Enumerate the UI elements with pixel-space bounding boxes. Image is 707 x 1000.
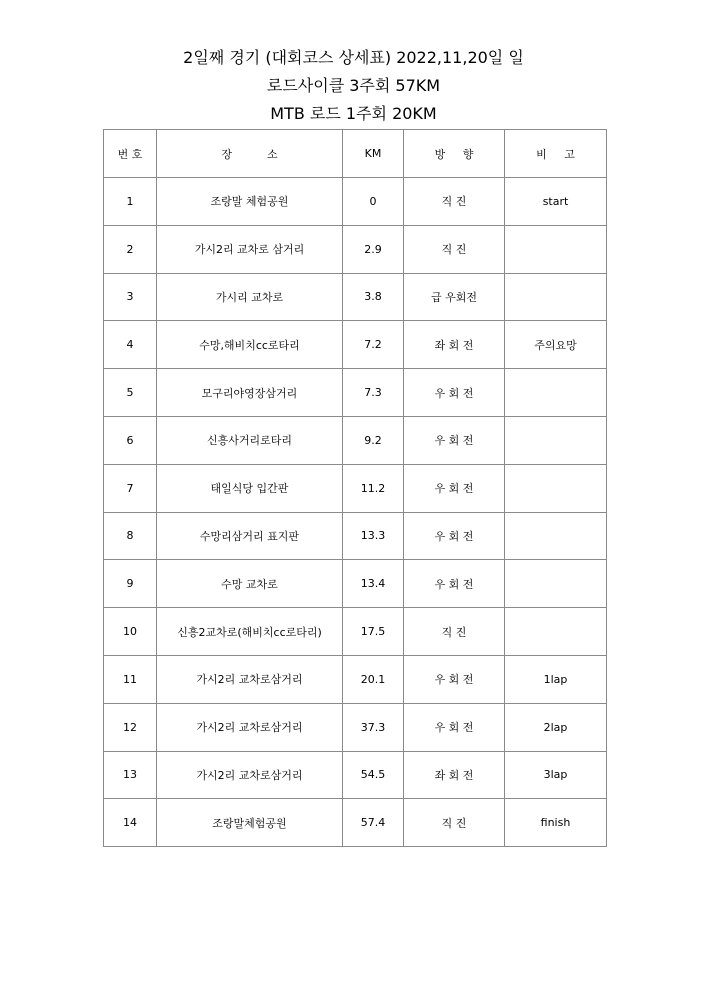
cell-place: 신흥사거리로타리 xyxy=(157,416,343,464)
header-km: KM xyxy=(343,130,404,178)
cell-number: 10 xyxy=(104,608,157,656)
cell-number: 1 xyxy=(104,178,157,226)
cell-km: 13.3 xyxy=(343,512,404,560)
cell-direction: 우 회 전 xyxy=(404,512,505,560)
cell-place: 수망리삼거리 표지판 xyxy=(157,512,343,560)
cell-note xyxy=(505,608,607,656)
cell-note xyxy=(505,369,607,417)
cell-note: 주의요망 xyxy=(505,321,607,369)
cell-direction: 우 회 전 xyxy=(404,369,505,417)
table-row xyxy=(104,178,607,226)
cell-direction: 직 진 xyxy=(404,225,505,273)
cell-km: 3.8 xyxy=(343,273,404,321)
header-note: 비 고 xyxy=(505,130,607,178)
cell-number: 5 xyxy=(104,369,157,417)
cell-km: 17.5 xyxy=(343,608,404,656)
cell-direction: 우 회 전 xyxy=(404,655,505,703)
course-table xyxy=(103,129,607,847)
cell-number: 14 xyxy=(104,799,157,847)
table-row xyxy=(104,321,607,369)
cell-km: 37.3 xyxy=(343,703,404,751)
title-line-2: 로드사이클 3주회 57KM xyxy=(266,76,441,95)
cell-place: 모구리야영장삼거리 xyxy=(157,369,343,417)
cell-km: 7.2 xyxy=(343,321,404,369)
cell-number: 2 xyxy=(104,225,157,273)
cell-place: 가시2리 교차로 삼거리 xyxy=(157,225,343,273)
table-row xyxy=(104,416,607,464)
cell-place: 수망 교차로 xyxy=(157,560,343,608)
table-row xyxy=(104,751,607,799)
table-row xyxy=(104,512,607,560)
cell-direction: 우 회 전 xyxy=(404,416,505,464)
title-line-3: MTB 로드 1주회 20KM xyxy=(270,104,437,123)
table-row xyxy=(104,369,607,417)
cell-km: 13.4 xyxy=(343,560,404,608)
cell-number: 8 xyxy=(104,512,157,560)
table-row xyxy=(104,608,607,656)
table-row xyxy=(104,464,607,512)
cell-number: 11 xyxy=(104,655,157,703)
cell-note: finish xyxy=(505,799,607,847)
cell-place: 조랑말체험공원 xyxy=(157,799,343,847)
header-place: 장 소 xyxy=(157,130,343,178)
cell-number: 13 xyxy=(104,751,157,799)
cell-note xyxy=(505,464,607,512)
cell-note: start xyxy=(505,178,607,226)
cell-number: 12 xyxy=(104,703,157,751)
cell-place: 조랑말 체험공원 xyxy=(157,178,343,226)
cell-note: 3lap xyxy=(505,751,607,799)
cell-km: 0 xyxy=(343,178,404,226)
cell-direction: 급 우회전 xyxy=(404,273,505,321)
cell-km: 2.9 xyxy=(343,225,404,273)
cell-direction: 직 진 xyxy=(404,608,505,656)
cell-km: 20.1 xyxy=(343,655,404,703)
table-row xyxy=(104,799,607,847)
cell-number: 9 xyxy=(104,560,157,608)
cell-km: 11.2 xyxy=(343,464,404,512)
cell-place: 가시2리 교차로삼거리 xyxy=(157,655,343,703)
cell-number: 4 xyxy=(104,321,157,369)
title-line-1: 2일째 경기 (대회코스 상세표) 2022,11,20일 일 xyxy=(183,48,524,67)
cell-number: 3 xyxy=(104,273,157,321)
cell-note xyxy=(505,225,607,273)
cell-note xyxy=(505,273,607,321)
cell-direction: 우 회 전 xyxy=(404,560,505,608)
cell-note: 2lap xyxy=(505,703,607,751)
cell-km: 54.5 xyxy=(343,751,404,799)
cell-number: 6 xyxy=(104,416,157,464)
table-row xyxy=(104,225,607,273)
cell-number: 7 xyxy=(104,464,157,512)
cell-km: 7.3 xyxy=(343,369,404,417)
cell-direction: 직 진 xyxy=(404,799,505,847)
table-row xyxy=(104,655,607,703)
cell-place: 태일식당 입간판 xyxy=(157,464,343,512)
cell-direction: 좌 회 전 xyxy=(404,751,505,799)
cell-place: 신흥2교차로(해비치cc로타리) xyxy=(157,608,343,656)
cell-note xyxy=(505,512,607,560)
table-header-row xyxy=(104,130,607,178)
cell-place: 가시2리 교차로삼거리 xyxy=(157,751,343,799)
table-row xyxy=(104,560,607,608)
table-row xyxy=(104,703,607,751)
cell-place: 가시2리 교차로삼거리 xyxy=(157,703,343,751)
header-number: 번 호 xyxy=(104,130,157,178)
cell-note xyxy=(505,560,607,608)
cell-km: 9.2 xyxy=(343,416,404,464)
cell-direction: 우 회 전 xyxy=(404,464,505,512)
table-row xyxy=(104,273,607,321)
cell-place: 수망,해비치cc로타리 xyxy=(157,321,343,369)
document-title xyxy=(0,44,707,128)
cell-note: 1lap xyxy=(505,655,607,703)
cell-direction: 직 진 xyxy=(404,178,505,226)
cell-direction: 우 회 전 xyxy=(404,703,505,751)
cell-km: 57.4 xyxy=(343,799,404,847)
cell-place: 가시리 교차로 xyxy=(157,273,343,321)
cell-direction: 좌 회 전 xyxy=(404,321,505,369)
cell-note xyxy=(505,416,607,464)
header-direction: 방 향 xyxy=(404,130,505,178)
